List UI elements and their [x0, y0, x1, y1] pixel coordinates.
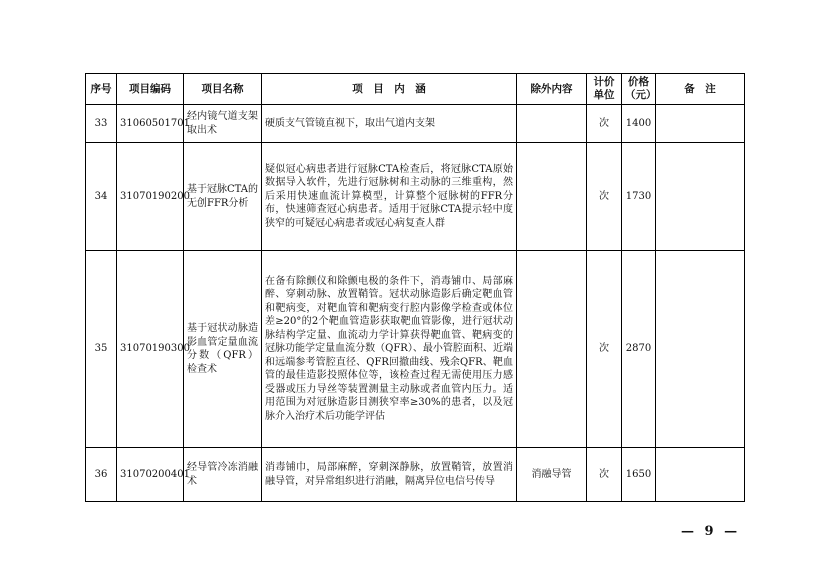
cell-unit: 次 — [587, 251, 622, 448]
cell-exclude — [517, 143, 587, 251]
cell-code: 31070190300 — [117, 251, 184, 448]
cell-code: 31070200401 — [117, 448, 184, 502]
cell-seq: 34 — [86, 143, 117, 251]
price-table — [85, 73, 745, 502]
header-unit: 计价单位 — [587, 74, 622, 105]
cell-content: 硬质支气管镜直视下，取出气道内支架 — [262, 105, 517, 143]
cell-exclude: 消融导管 — [517, 448, 587, 502]
cell-exclude — [517, 251, 587, 448]
header-code: 项目编码 — [117, 74, 184, 105]
header-seq: 序号 — [86, 74, 117, 105]
table-header-row — [86, 74, 745, 105]
cell-code: 31070190200 — [117, 143, 184, 251]
page-number: — 9 — — [681, 524, 741, 539]
cell-content: 消毒铺巾，局部麻醉，穿刺深静脉，放置鞘管，放置消融导管，对异常组织进行消融，隔离异位电信号传导 — [262, 448, 517, 502]
header-exclude: 除外内容 — [517, 74, 587, 105]
cell-remark — [656, 448, 745, 502]
cell-seq: 36 — [86, 448, 117, 502]
cell-name: 经导管冷冻消融术 — [184, 448, 262, 502]
cell-remark — [656, 143, 745, 251]
cell-name: 经内镜气道支架取出术 — [184, 105, 262, 143]
cell-unit: 次 — [587, 448, 622, 502]
cell-unit: 次 — [587, 105, 622, 143]
table-row — [86, 143, 745, 251]
header-content: 项 目 内 涵 — [262, 74, 517, 105]
cell-price: 1730 — [622, 143, 656, 251]
cell-remark — [656, 105, 745, 143]
cell-price: 1650 — [622, 448, 656, 502]
cell-content: 在备有除颤仪和除颤电极的条件下，消毒铺巾、局部麻醉、穿刺动脉、放置鞘管。冠状动脉造影后确定靶血管和靶病变，对靶血管和靶病变行腔内影像学检查或体位差≥20°的2个靶血管造影获取靶血管影像，进行冠状动脉结构学定量、血流动力学计算获得靶血管、靶病变的冠脉功能学定量血流分数（QFR）、最小管腔面积、近端和远端参考管腔直径、QFR回撤曲线、残余QFR、靶血管的最佳造影投照体位等，该检查过程无需使用压力感受器或压力导丝等装置测量主动脉或者血管内压力。适用范围为对冠脉造影目测狭窄率≥30%的患者，以及冠脉介入治疗术后功能学评估 — [262, 251, 517, 448]
cell-seq: 33 — [86, 105, 117, 143]
cell-seq: 35 — [86, 251, 117, 448]
cell-name: 基于冠脉CTA的无创FFR分析 — [184, 143, 262, 251]
cell-remark — [656, 251, 745, 448]
cell-unit: 次 — [587, 143, 622, 251]
table-row — [86, 448, 745, 502]
cell-code: 31060501701 — [117, 105, 184, 143]
cell-name: 基于冠状动脉造影血管定量血流分数（QFR）检查术 — [184, 251, 262, 448]
cell-content: 疑似冠心病患者进行冠脉CTA检查后，将冠脉CTA原始数据导入软件，先进行冠脉树和主动脉的三维重构，然后采用快速血流计算模型，计算整个冠脉树的FFR分布，快速筛查冠心病患者。适用于冠脉CTA提示轻中度狭窄的可疑冠心病患者或冠心病复查人群 — [262, 143, 517, 251]
cell-exclude — [517, 105, 587, 143]
cell-price: 1400 — [622, 105, 656, 143]
table-row — [86, 251, 745, 448]
header-name: 项目名称 — [184, 74, 262, 105]
cell-price: 2870 — [622, 251, 656, 448]
table-row — [86, 105, 745, 143]
header-price: 价格（元） — [622, 74, 656, 105]
header-remark: 备 注 — [656, 74, 745, 105]
